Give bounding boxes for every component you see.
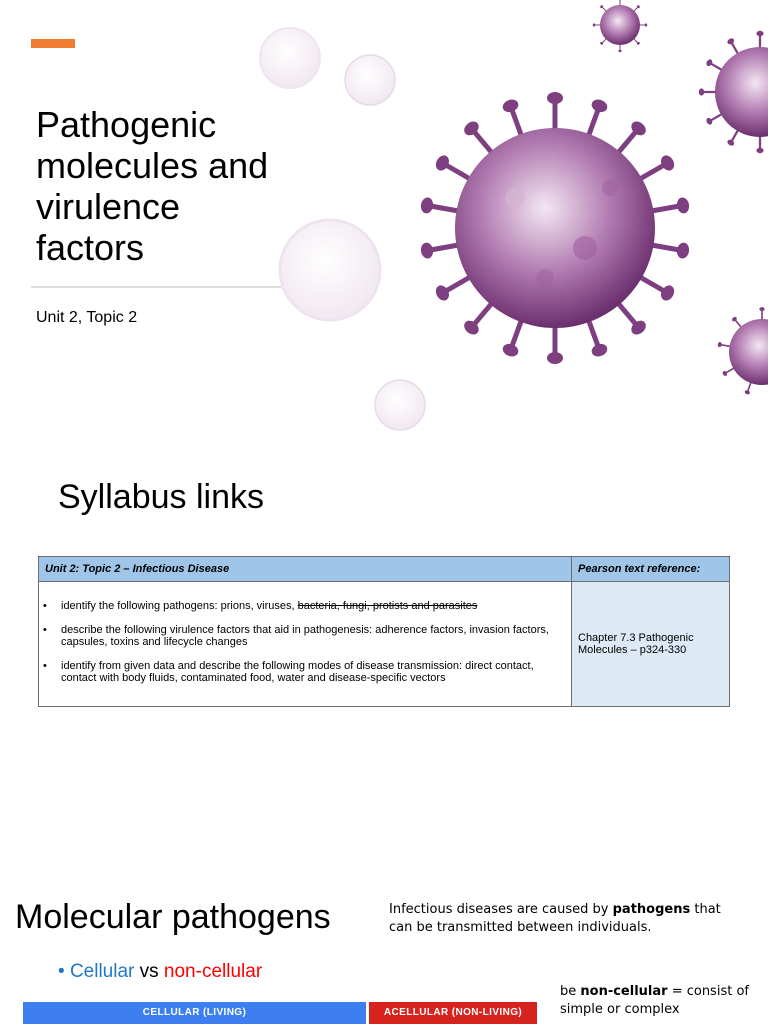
intro-text-part: that can be transmitted between individuals. [389, 902, 721, 935]
accent-bar [31, 39, 75, 48]
syllabus-table [38, 556, 730, 707]
noncellular-label: non-cellular [163, 961, 263, 982]
syllabus-slide [0, 432, 768, 840]
slide-title: Pathogenic molecules and virulence factors [36, 104, 269, 268]
title-slide [0, 0, 768, 432]
syllabus-point-text: identify the following pathogens: prions, viruses, [61, 600, 298, 612]
syllabus-point: • describe the following virulence factors that aid in pathogenesis: adherence factors, invasion factors, capsules, toxins and lifecycle changes [43, 624, 549, 648]
table-header-topic: Unit 2: Topic 2 – Infectious Disease [39, 557, 572, 582]
syllabus-point-text: describe the following virulence factors that aid in pathogenesis: adherence factors, invasion factors, capsules, toxins and lifecycle changes [61, 624, 549, 648]
slide-title: Molecular pathogens [15, 898, 331, 936]
cellular-label: Cellular [69, 961, 135, 982]
intro-text-part: Infectious diseases are caused by [389, 902, 613, 917]
title-divider [31, 286, 281, 288]
slide-title: Syllabus links [58, 478, 264, 516]
cellular-header-bar: CELLULAR (LIVING) [23, 1002, 366, 1024]
vs-label: vs [134, 961, 164, 982]
acellular-header-bar: ACELLULAR (NON-LIVING) [369, 1002, 537, 1024]
molecular-pathogens-slide [0, 840, 768, 1024]
intro-text [389, 901, 739, 937]
syllabus-point: • identify the following pathogens: prions, viruses, bacteria, fungi, protists and parasites [43, 600, 478, 612]
intro-bold: pathogens [612, 902, 691, 917]
slide-subtitle: Unit 2, Topic 2 [36, 309, 138, 326]
struck-text: bacteria, fungi, protists and parasites [297, 600, 478, 612]
reference-cell: Chapter 7.3 Pathogenic Molecules – p324-330 [572, 582, 730, 707]
side-note-part: = consist of simple or complex [560, 984, 749, 1017]
syllabus-points-cell [39, 582, 572, 707]
syllabus-point-text: identify from given data and describe the following modes of disease transmission: direct contact, contact with body fluids, contaminated food, water and disease-specific vectors [61, 660, 534, 684]
side-note [560, 983, 760, 1019]
comparison-bullet: • Cellular vs non-cellular [58, 961, 263, 982]
side-note-part: be [560, 984, 581, 999]
side-note-bold: non-cellular [580, 984, 668, 999]
table-header-reference: Pearson text reference: [572, 557, 730, 582]
syllabus-point: • identify from given data and describe the following modes of disease transmission: direct contact, contact with body fluids, contaminated food, water and disease-specific vectors [43, 660, 534, 684]
